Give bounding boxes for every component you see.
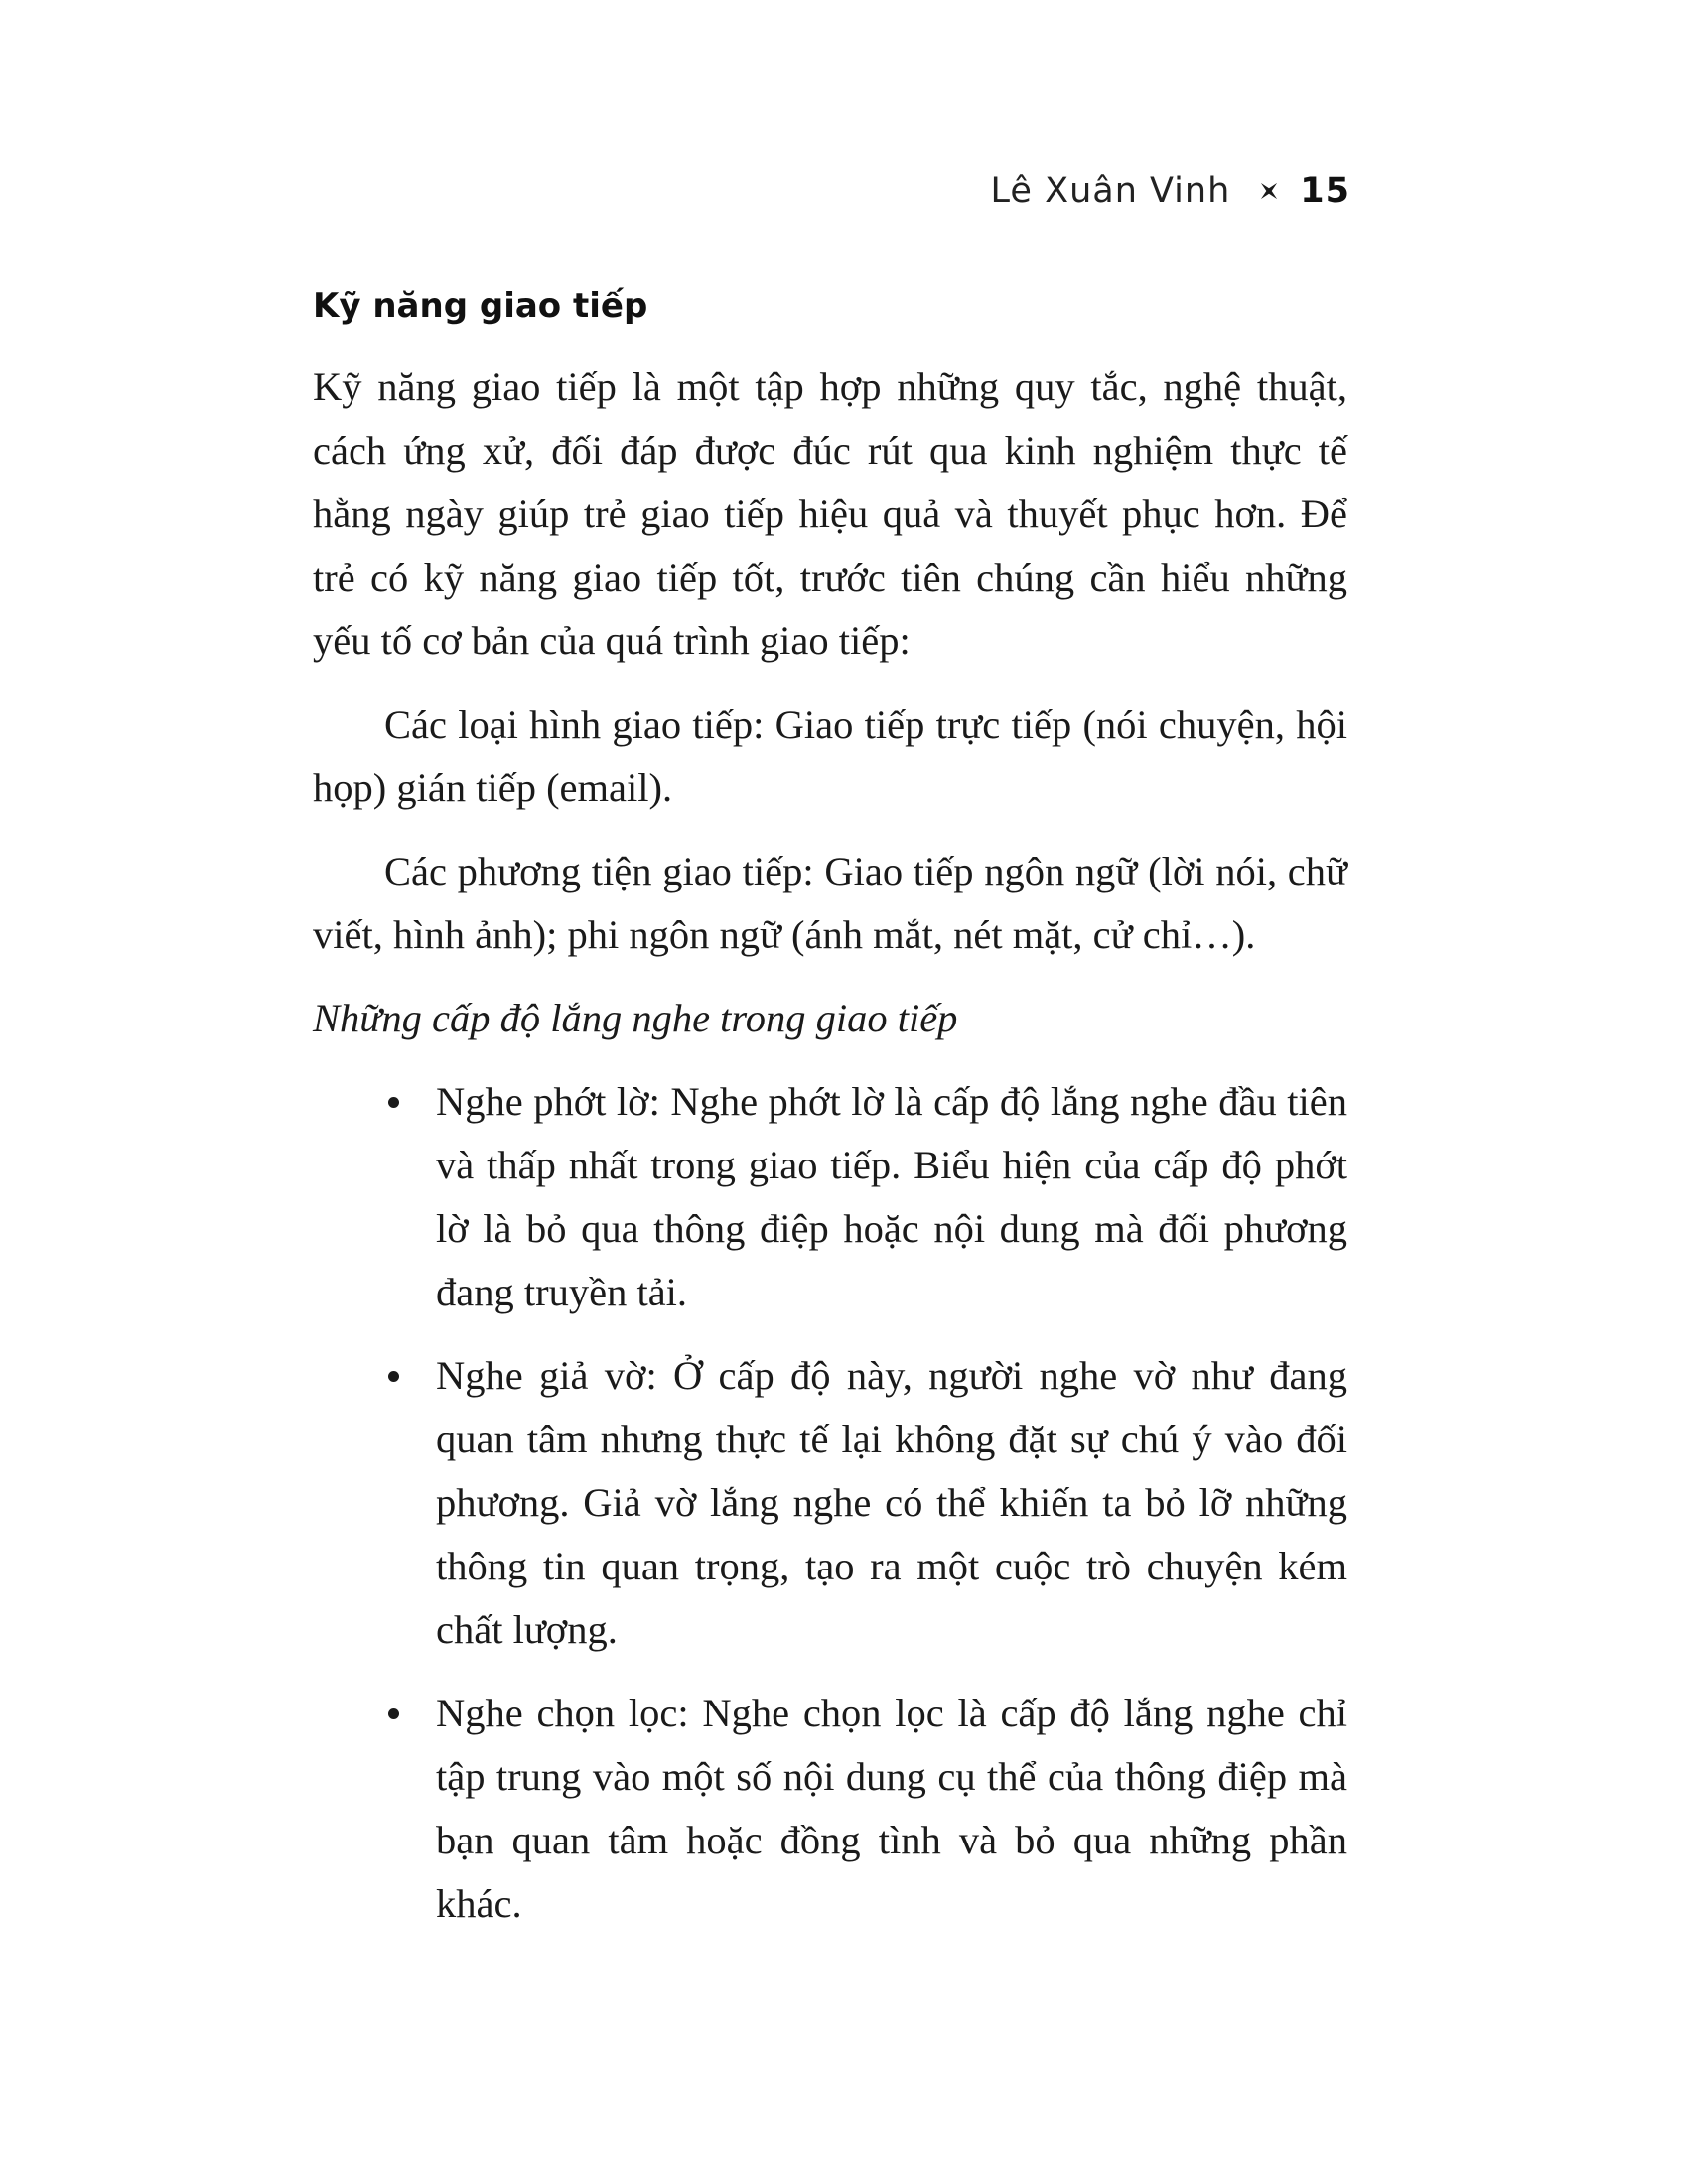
star-ornament-icon — [1260, 182, 1278, 200]
listening-levels-list — [313, 1070, 1347, 1936]
bullet-icon — [388, 1708, 399, 1719]
list-item — [436, 1344, 1347, 1662]
page-number: 15 — [1300, 171, 1350, 210]
intro-paragraph: Kỹ năng giao tiếp là một tập hợp những quy tắc, nghệ thuật, cách ứng xử, đối đáp được đúc rút qua kinh nghiệm thực tế hằng ngày giúp trẻ giao tiếp hiệu quả và thuyết phục hơn. Để trẻ có kỹ năng giao tiếp tốt, trước tiên chúng cần hiểu những yếu tố cơ bản của quá trình giao tiếp: — [313, 364, 1347, 663]
listening-levels-subheading: Những cấp độ lắng nghe trong giao tiếp — [313, 996, 958, 1040]
list-item-text: Nghe phớt lờ: Nghe phớt lờ là cấp độ lắng nghe đầu tiên và thấp nhất trong giao tiếp. Biểu hiện của cấp độ phớt lờ là bỏ qua thông điệp hoặc nội dung mà đối phương đang truyền tải. — [436, 1079, 1347, 1314]
list-item-text: Nghe giả vờ: Ở cấp độ này, người nghe vờ như đang quan tâm nhưng thực tế lại không đặt sự chú ý vào đối phương. Giả vờ lắng nghe có thể khiến ta bỏ lỡ những thông tin quan trọng, tạo ra một cuộc trò chuyện kém chất lượng. — [436, 1353, 1347, 1652]
list-item-text: Nghe chọn lọc: Nghe chọn lọc là cấp độ lắng nghe chỉ tập trung vào một số nội dung cụ thể của thông điệp mà bạn quan tâm hoặc đồng tình và bỏ qua những phần khác. — [436, 1691, 1347, 1926]
communication-means-paragraph: Các phương tiện giao tiếp: Giao tiếp ngôn ngữ (lời nói, chữ viết, hình ảnh); phi ngôn ngữ (ánh mắt, nét mặt, cử chỉ…). — [313, 849, 1347, 957]
author-name: Lê Xuân Vinh — [990, 171, 1231, 210]
section-title: Kỹ năng giao tiếp — [313, 286, 648, 326]
running-head — [991, 167, 1350, 214]
list-item — [436, 1070, 1347, 1324]
page-body — [313, 278, 1347, 1956]
bullet-icon — [388, 1371, 399, 1382]
bullet-icon — [388, 1097, 399, 1108]
communication-types-paragraph: Các loại hình giao tiếp: Giao tiếp trực tiếp (nói chuyện, hội họp) gián tiếp (email). — [313, 702, 1347, 810]
list-item — [436, 1682, 1347, 1936]
